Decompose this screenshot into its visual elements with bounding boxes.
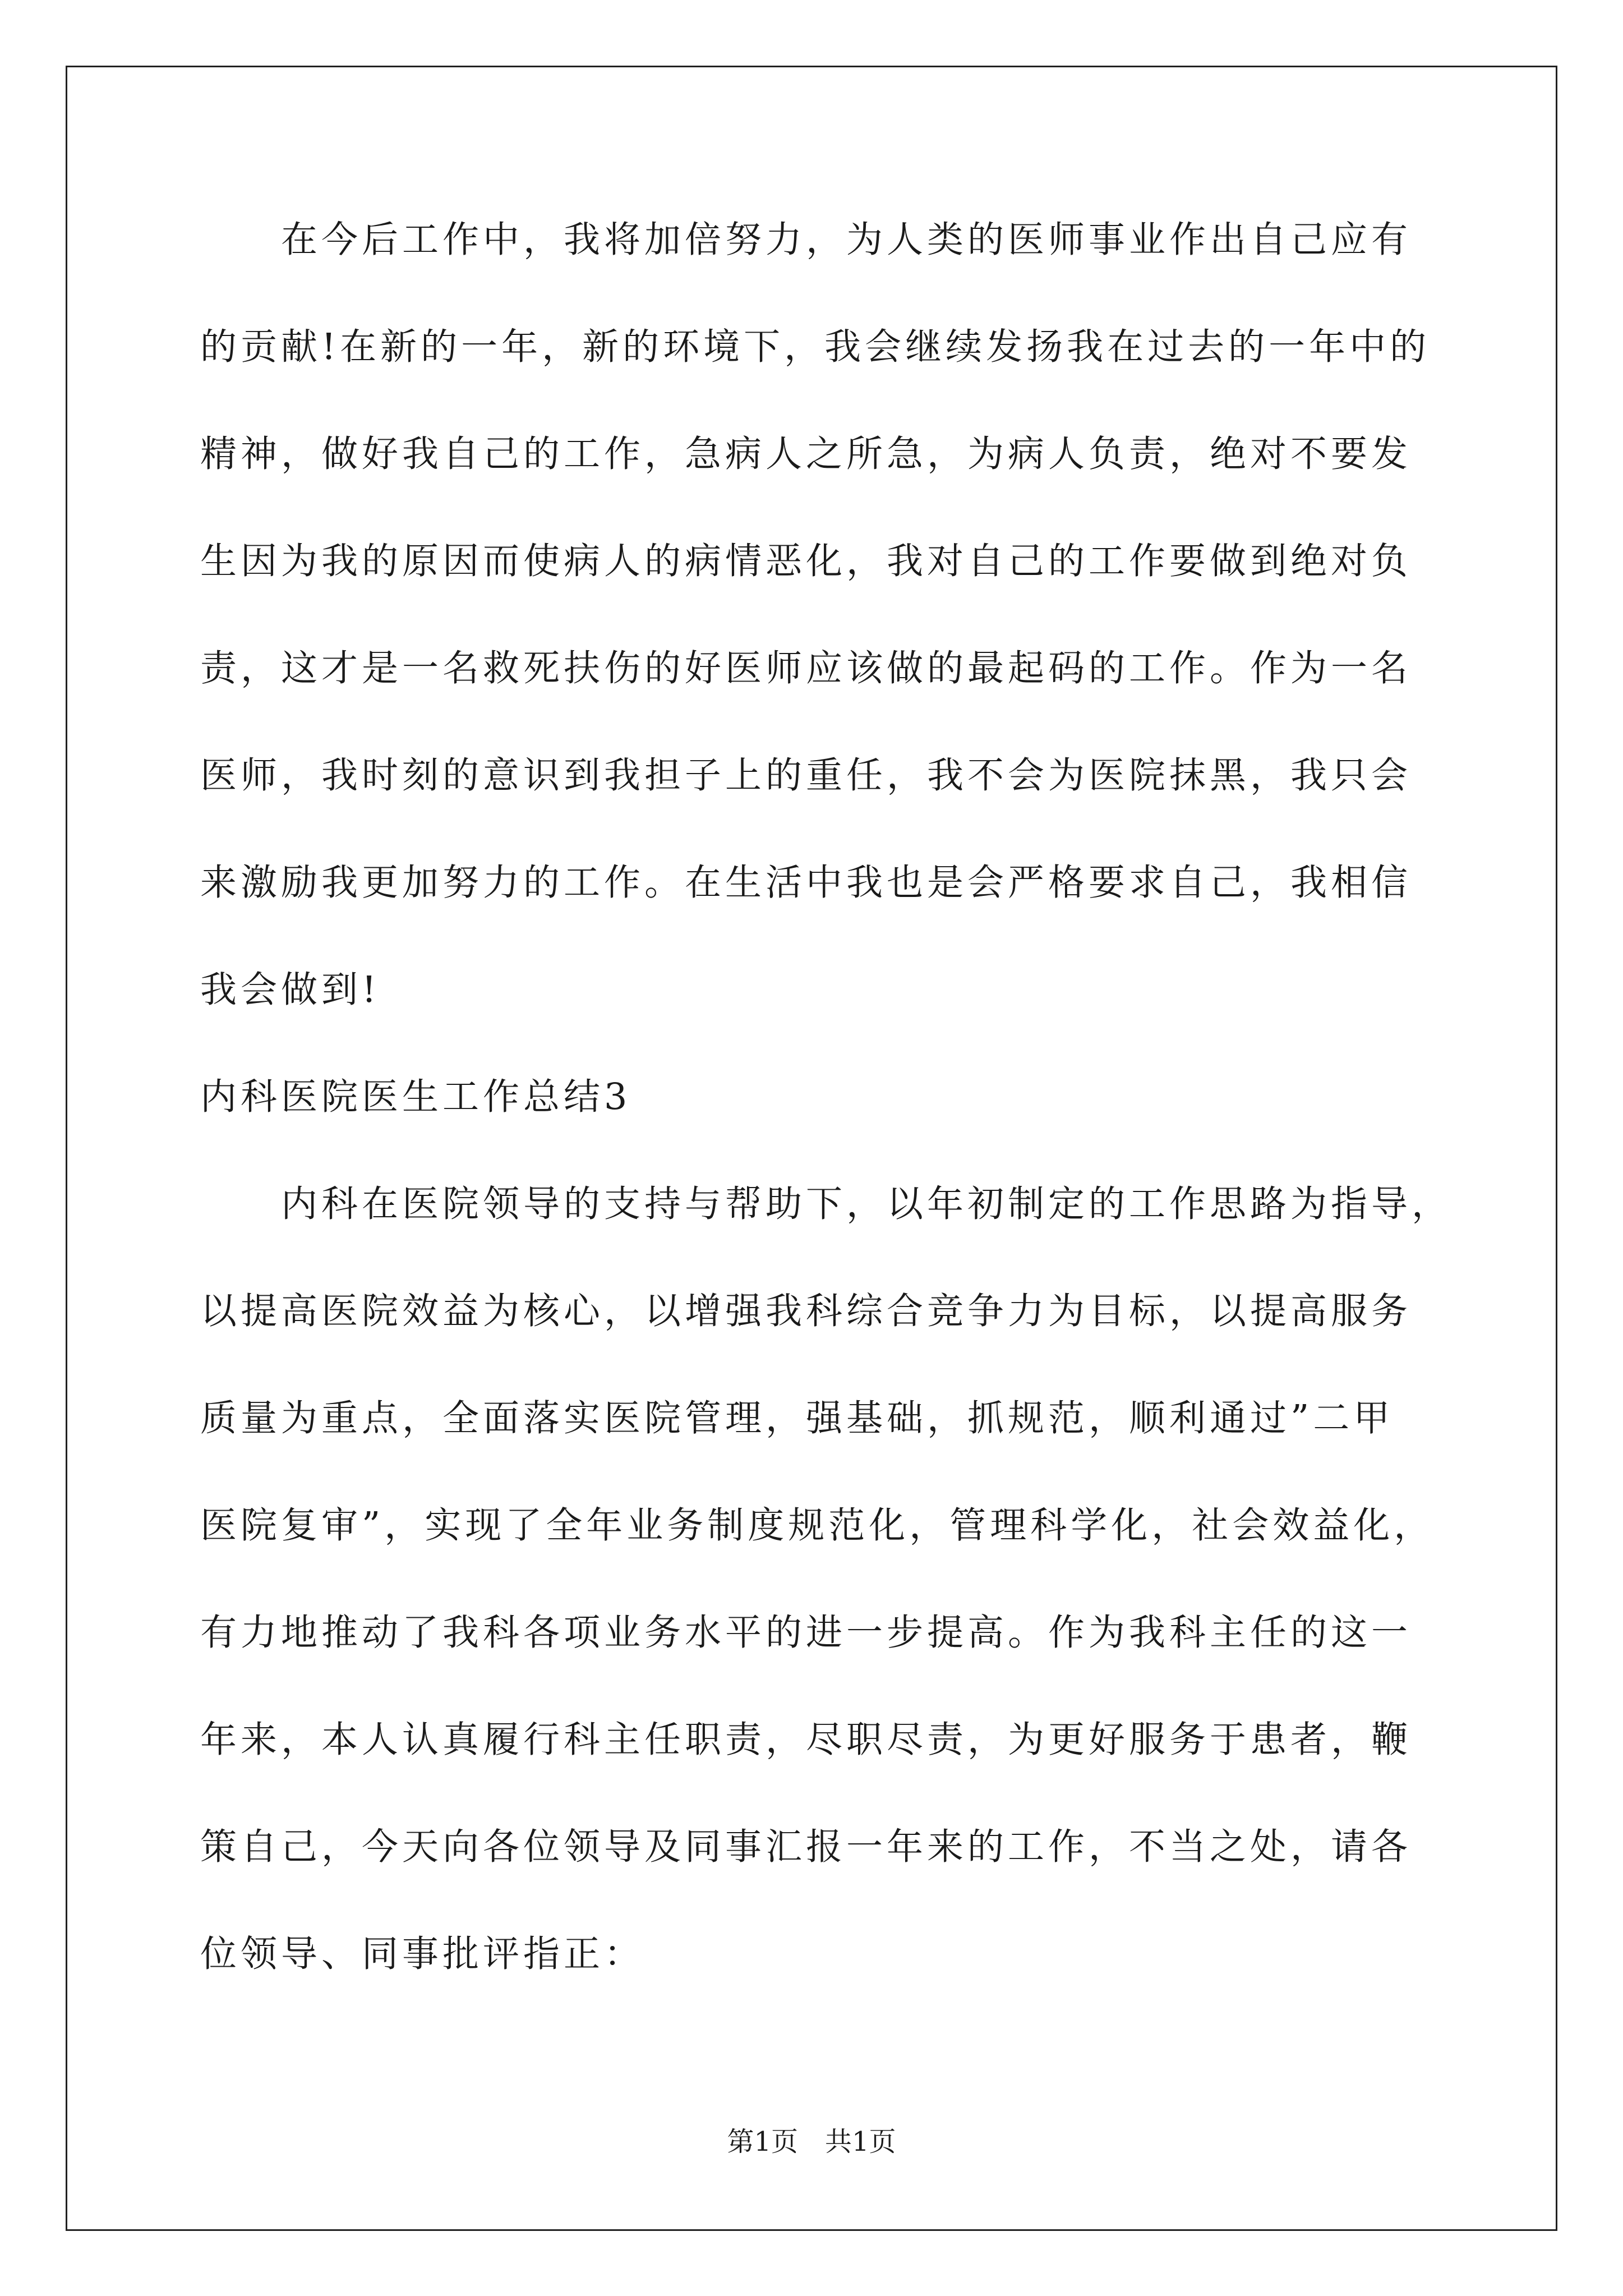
section-heading: 内科医院医生工作总结3 <box>200 1076 631 1118</box>
paragraph-line: 来激励我更加努力的工作。在生活中我也是会严格要求自己，我相信 <box>200 862 1412 904</box>
paragraph-line: 以提高医院效益为核心，以增强我科综合竞争力为目标，以提高服务 <box>200 1290 1412 1332</box>
page-number-footer: 第1页 共1页 <box>727 2126 896 2157</box>
paragraph-line: 医院复审”，实现了全年业务制度规范化，管理科学化，社会效益化， <box>200 1504 1435 1547</box>
paragraph-line: 策自己，今天向各位领导及同事汇报一年来的工作，不当之处，请各 <box>200 1826 1412 1868</box>
page-border <box>66 66 1557 2231</box>
paragraph-line: 生因为我的原因而使病人的病情恶化，我对自己的工作要做到绝对负 <box>200 540 1412 582</box>
paragraph-line: 位领导、同事批评指正： <box>200 1933 645 1975</box>
paragraph-line: 有力地推动了我科各项业务水平的进一步提高。作为我科主任的这一 <box>200 1612 1412 1654</box>
paragraph-line: 责，这才是一名救死扶伤的好医师应该做的最起码的工作。作为一名 <box>200 647 1412 689</box>
paragraph-line: 年来，本人认真履行科主任职责，尽职尽责，为更好服务于患者，鞭 <box>200 1719 1412 1761</box>
paragraph-line: 质量为重点，全面落实医院管理，强基础，抓规范，顺利通过”二甲 <box>200 1397 1394 1439</box>
paragraph-line: 内科在医院领导的支持与帮助下，以年初制定的工作思路为指导， <box>200 1183 1453 1225</box>
paragraph-line: 精神，做好我自己的工作，急病人之所急，为病人负责，绝对不要发 <box>200 433 1412 475</box>
paragraph-line: 我会做到! <box>200 969 381 1011</box>
paragraph-line: 在今后工作中，我将加倍努力，为人类的医师事业作出自己应有 <box>200 219 1412 261</box>
paragraph-line: 医师，我时刻的意识到我担子上的重任，我不会为医院抹黑，我只会 <box>200 754 1412 797</box>
paragraph-line: 的贡献!在新的一年，新的环境下，我会继续发扬我在过去的一年中的 <box>200 326 1431 368</box>
